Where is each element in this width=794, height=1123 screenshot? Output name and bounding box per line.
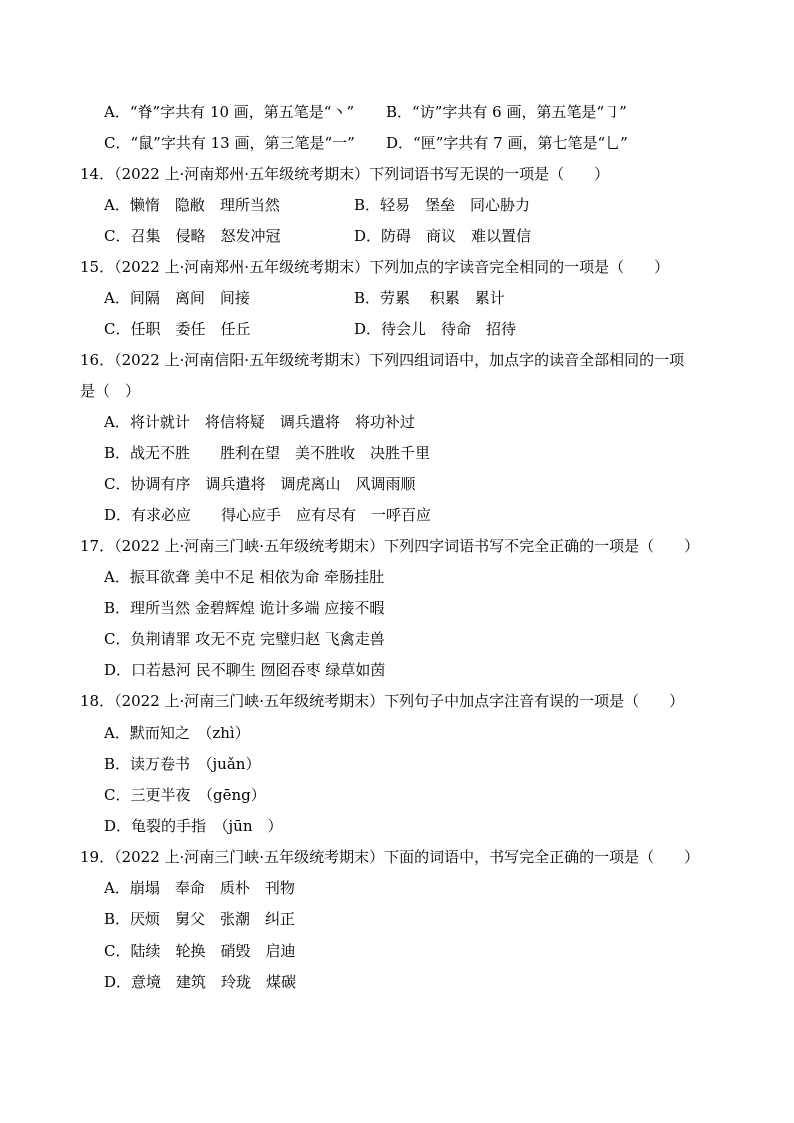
q15-option-c: C．任职 委任 任丘 <box>104 320 251 338</box>
q19-option-d: D．意境 建筑 玲珑 煤碳 <box>104 973 297 991</box>
q17-option-c: C．负荆请罪 攻无不克 完璧归赵 飞禽走兽 <box>104 630 385 648</box>
q15-option-d: D．待会儿 待命 招待 <box>354 320 517 338</box>
q19-option-b: B．厌烦 舅父 张潮 纠正 <box>104 910 296 928</box>
q18-option-c: C．三更半夜 （gēng） <box>104 786 266 804</box>
q19-option-a: A．崩塌 奉命 质朴 刊物 <box>104 879 295 897</box>
q13-option-b: B．“访”字共有 6 画，第五笔是“㇆” <box>386 103 627 121</box>
q13-option-a: A．“脊”字共有 10 画，第五笔是“丶” <box>104 103 355 121</box>
q16-option-a: A．将计就计 将信将疑 调兵遣将 将功补过 <box>104 413 415 431</box>
q17-option-a: A．振耳欲聋 美中不足 相依为命 牵肠挂肚 <box>104 568 385 586</box>
q15-option-a: A．间隔 离间 间接 <box>104 289 250 307</box>
q14-option-c: C．召集 侵略 怒发冲冠 <box>104 227 281 245</box>
q13-option-c: C．“鼠”字共有 13 画，第三笔是“一” <box>104 134 355 152</box>
q14-option-b: B．轻易 堡垒 同心胁力 <box>354 196 531 214</box>
q19-option-c: C．陆续 轮换 硝毁 启迪 <box>104 942 296 960</box>
q18-stem: 18．（2022 上·河南三门峡·五年级统考期末）下列句子中加点字注音有误的一项是（ ） <box>80 692 685 710</box>
q17-option-b: B．理所当然 金碧辉煌 诡计多端 应接不暇 <box>104 599 385 617</box>
q15-option-b: B．劳累 积累 累计 <box>354 289 505 307</box>
q14-option-d: D．防碍 商议 难以置信 <box>354 227 532 245</box>
q16-option-b: B．战无不胜 胜利在望 美不胜收 决胜千里 <box>104 444 431 462</box>
q15-stem: 15．（2022 上·河南郑州·五年级统考期末）下列加点的字读音完全相同的一项是（ ） <box>80 258 670 276</box>
q17-option-d: D．口若悬河 民不聊生 囫囵吞枣 绿草如茵 <box>104 661 386 679</box>
q14-stem: 14．（2022 上·河南郑州·五年级统考期末）下列词语书写无误的一项是（ ） <box>80 165 610 183</box>
q16-stem-continuation: 是（ ） <box>80 382 141 400</box>
q16-stem: 16．（2022 上·河南信阳·五年级统考期末）下列四组词语中，加点字的读音全部相同的一项 <box>80 351 685 369</box>
q19-stem: 19．（2022 上·河南三门峡·五年级统考期末）下面的词语中，书写完全正确的一项是（ ） <box>80 848 700 866</box>
q18-option-a: A．默而知之 （zhì） <box>104 724 250 742</box>
q14-option-a: A．懒惰 隐敝 理所当然 <box>104 196 280 214</box>
q18-option-b: B．读万卷书 （juǎn） <box>104 755 261 773</box>
q16-option-d: D．有求必应 得心应手 应有尽有 一呼百应 <box>104 506 432 524</box>
q18-option-d: D．龟裂的手指 （jūn ） <box>104 817 283 835</box>
q17-stem: 17．（2022 上·河南三门峡·五年级统考期末）下列四字词语书写不完全正确的一项是（ ） <box>80 537 700 555</box>
q13-option-d: D．“匣”字共有 7 画，第七笔是“乚” <box>386 134 628 152</box>
q16-option-c: C．协调有序 调兵遣将 调虎离山 风调雨顺 <box>104 475 416 493</box>
